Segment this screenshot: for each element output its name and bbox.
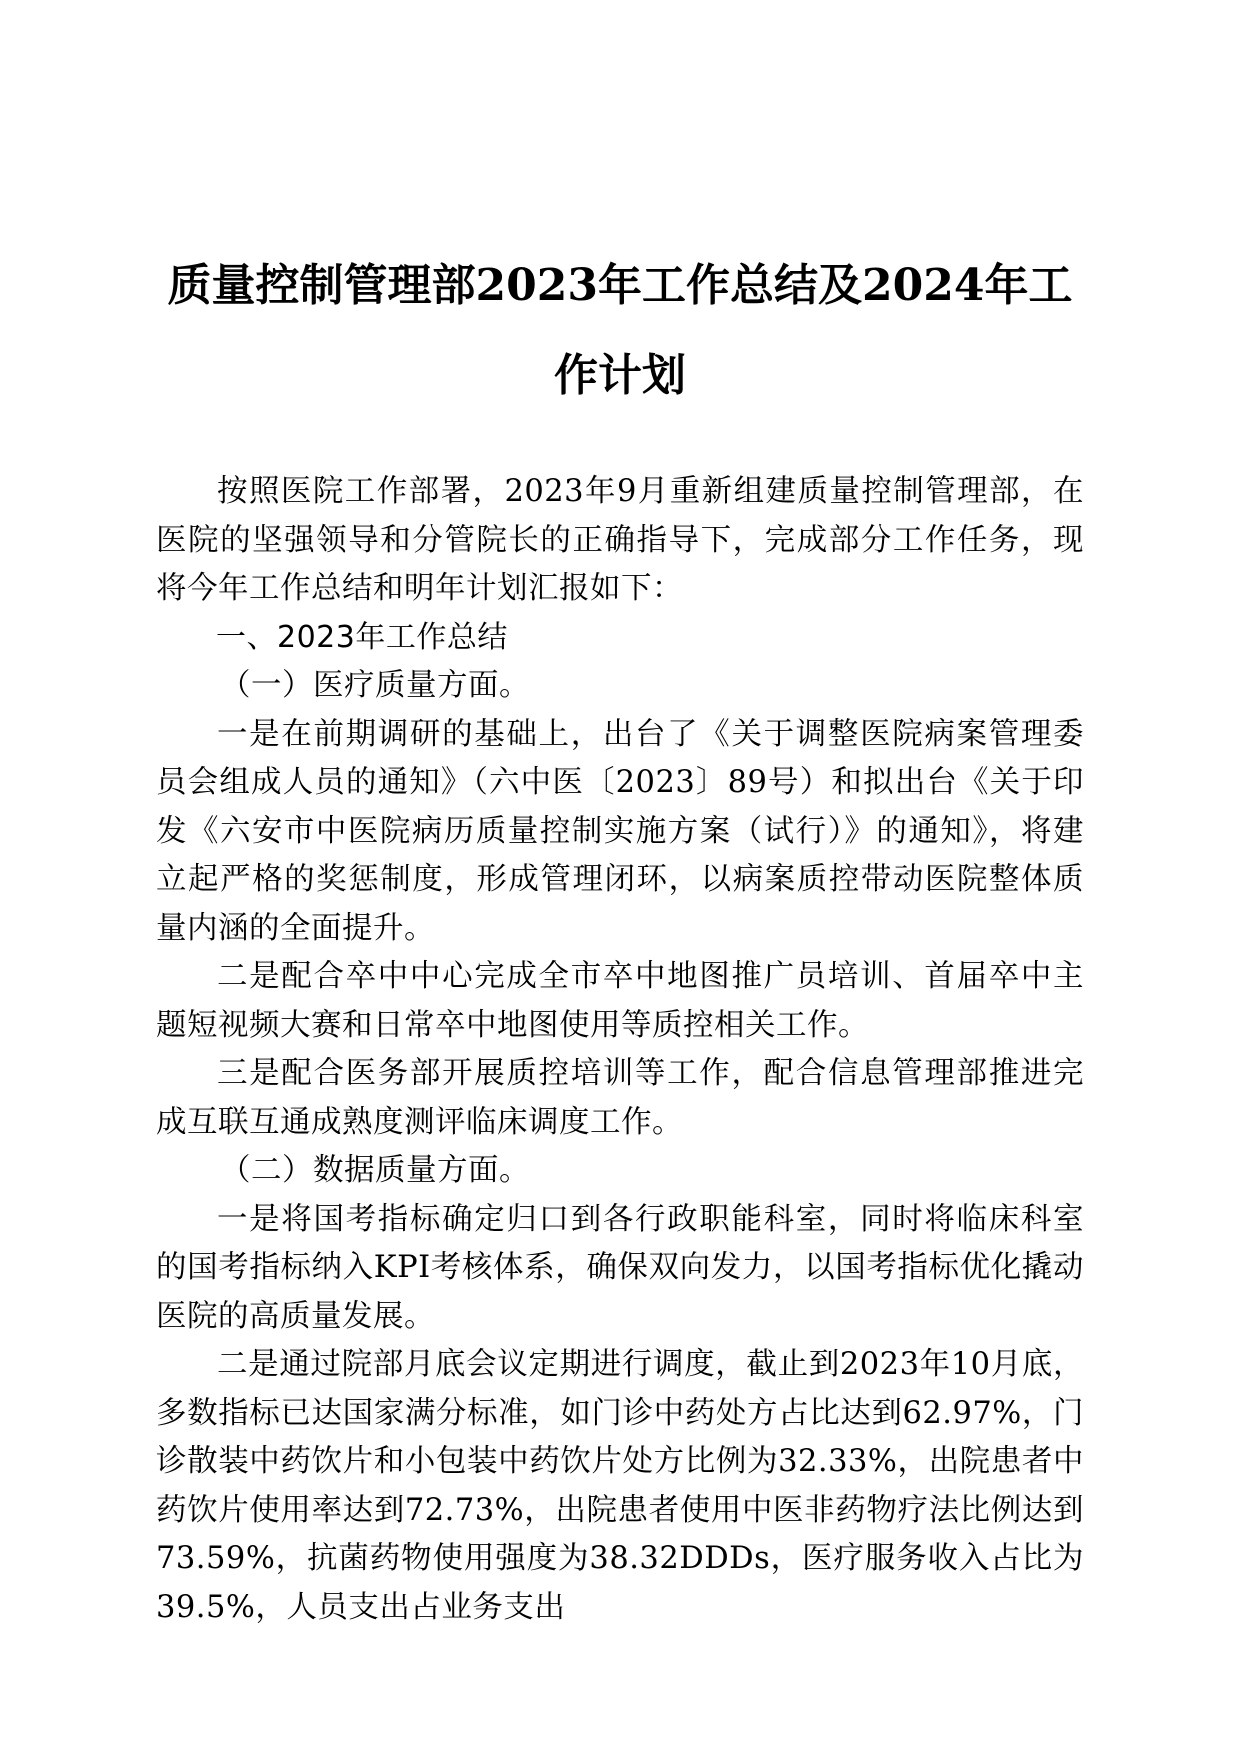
subsection-heading-data-quality: （二）数据质量方面。 [220, 1153, 531, 1188]
section-heading-1: 一、2023年工作总结 [216, 619, 508, 655]
paragraph-medical-3: 三是配合医务部开展质控培训等工作，配合信息管理部推进完成互联互通成熟度测评临床调度工作。 [156, 1056, 1084, 1140]
paragraph-medical-1: 一是在前期调研的基础上，出台了《关于调整医院病案管理委员会组成人员的通知》（六中医〔2023〕89号）和拟出台《关于印发《六安市中医院病历质量控制实施方案（试行）》的通知》，将建立起严格的奖惩制度，形成管理闭环，以病案质控带动医院整体质量内涵的全面提升。 [156, 716, 1084, 946]
paragraph-data-2: 二是通过院部月底会议定期进行调度，截止到2023年10月底，多数指标已达国家满分标准，如门诊中药处方占比达到62.97%，门诊散装中药饮片和小包装中药饮片处方比例为32.33%，出院患者中药饮片使用率达到72.73%，出院患者使用中医非药物疗法比例达到73.59%，抗菌药物使用强度为38.32DDDs，医疗服务收入占比为39.5%，人员支出占业务支出 [156, 1347, 1084, 1625]
intro-paragraph: 按照医院工作部署，2023年9月重新组建质量控制管理部，在医院的坚强领导和分管院长的正确指导下，完成部分工作任务，现将今年工作总结和明年计划汇报如下： [156, 474, 1084, 606]
paragraph-medical-2: 二是配合卒中中心完成全市卒中地图推广员培训、首届卒中主题短视频大赛和日常卒中地图使用等质控相关工作。 [156, 959, 1084, 1043]
subsection-heading-medical-quality: （一）医疗质量方面。 [220, 668, 531, 703]
document-title-line-2: 作计划 [554, 350, 686, 401]
document-body [156, 468, 1084, 1632]
paragraph-data-1: 一是将国考指标确定归口到各行政职能科室，同时将临床科室的国考指标纳入KPI考核体系，确保双向发力，以国考指标优化撬动医院的高质量发展。 [156, 1201, 1084, 1334]
document-title-line-1: 质量控制管理部2023年工作总结及2024年工 [167, 260, 1073, 311]
